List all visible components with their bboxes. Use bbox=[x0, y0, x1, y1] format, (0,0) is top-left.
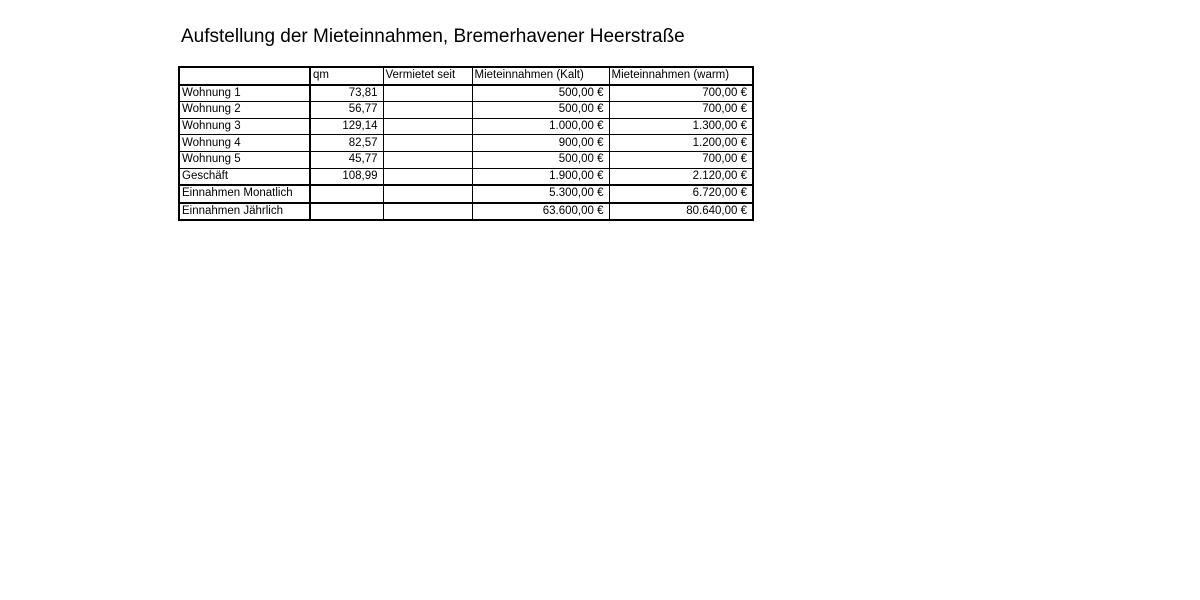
rent-income-table bbox=[178, 66, 754, 221]
warm-total-cell[interactable]: 6.720,00 € bbox=[609, 185, 753, 203]
qm-cell[interactable] bbox=[310, 203, 383, 221]
header-cell-vermietet-seit[interactable]: Vermietet seit bbox=[383, 67, 472, 85]
row-label-cell[interactable]: Wohnung 5 bbox=[179, 151, 310, 168]
kalt-cell[interactable]: 500,00 € bbox=[472, 151, 609, 168]
header-cell-blank[interactable] bbox=[179, 67, 310, 85]
row-label-cell[interactable]: Wohnung 3 bbox=[179, 118, 310, 135]
kalt-total-cell[interactable]: 63.600,00 € bbox=[472, 203, 609, 221]
warm-cell[interactable]: 700,00 € bbox=[609, 151, 753, 168]
vermietet-seit-cell[interactable] bbox=[383, 203, 472, 221]
table-row bbox=[179, 168, 753, 185]
table-header-row bbox=[179, 67, 753, 85]
vermietet-seit-cell[interactable] bbox=[383, 135, 472, 152]
kalt-total-cell[interactable]: 5.300,00 € bbox=[472, 185, 609, 203]
summary-label-cell[interactable]: Einnahmen Jährlich bbox=[179, 203, 310, 221]
qm-cell[interactable]: 108,99 bbox=[310, 168, 383, 185]
vermietet-seit-cell[interactable] bbox=[383, 118, 472, 135]
warm-cell[interactable]: 2.120,00 € bbox=[609, 168, 753, 185]
warm-cell[interactable]: 700,00 € bbox=[609, 102, 753, 119]
warm-total-cell[interactable]: 80.640,00 € bbox=[609, 203, 753, 221]
row-label-cell[interactable]: Wohnung 4 bbox=[179, 135, 310, 152]
kalt-cell[interactable]: 1.900,00 € bbox=[472, 168, 609, 185]
warm-cell[interactable]: 1.200,00 € bbox=[609, 135, 753, 152]
qm-cell[interactable]: 45,77 bbox=[310, 151, 383, 168]
vermietet-seit-cell[interactable] bbox=[383, 185, 472, 203]
kalt-cell[interactable]: 500,00 € bbox=[472, 85, 609, 102]
vermietet-seit-cell[interactable] bbox=[383, 168, 472, 185]
summary-row-yearly bbox=[179, 203, 753, 221]
qm-cell[interactable]: 129,14 bbox=[310, 118, 383, 135]
header-cell-qm[interactable]: qm bbox=[310, 67, 383, 85]
qm-cell[interactable]: 82,57 bbox=[310, 135, 383, 152]
qm-cell[interactable]: 56,77 bbox=[310, 102, 383, 119]
warm-cell[interactable]: 700,00 € bbox=[609, 85, 753, 102]
warm-cell[interactable]: 1.300,00 € bbox=[609, 118, 753, 135]
table-row bbox=[179, 85, 753, 102]
header-cell-kalt[interactable]: Mieteinnahmen (Kalt) bbox=[472, 67, 609, 85]
qm-cell[interactable]: 73,81 bbox=[310, 85, 383, 102]
table-row bbox=[179, 102, 753, 119]
table-row bbox=[179, 118, 753, 135]
vermietet-seit-cell[interactable] bbox=[383, 85, 472, 102]
vermietet-seit-cell[interactable] bbox=[383, 151, 472, 168]
kalt-cell[interactable]: 1.000,00 € bbox=[472, 118, 609, 135]
summary-label-cell[interactable]: Einnahmen Monatlich bbox=[179, 185, 310, 203]
qm-cell[interactable] bbox=[310, 185, 383, 203]
row-label-cell[interactable]: Wohnung 1 bbox=[179, 85, 310, 102]
vermietet-seit-cell[interactable] bbox=[383, 102, 472, 119]
table-row bbox=[179, 151, 753, 168]
summary-row-monthly bbox=[179, 185, 753, 203]
row-label-cell[interactable]: Geschäft bbox=[179, 168, 310, 185]
row-label-cell[interactable]: Wohnung 2 bbox=[179, 102, 310, 119]
kalt-cell[interactable]: 500,00 € bbox=[472, 102, 609, 119]
table-row bbox=[179, 135, 753, 152]
kalt-cell[interactable]: 900,00 € bbox=[472, 135, 609, 152]
page-title: Aufstellung der Mieteinnahmen, Bremerhavener Heerstraße bbox=[181, 26, 685, 47]
header-cell-warm[interactable]: Mieteinnahmen (warm) bbox=[609, 67, 753, 85]
